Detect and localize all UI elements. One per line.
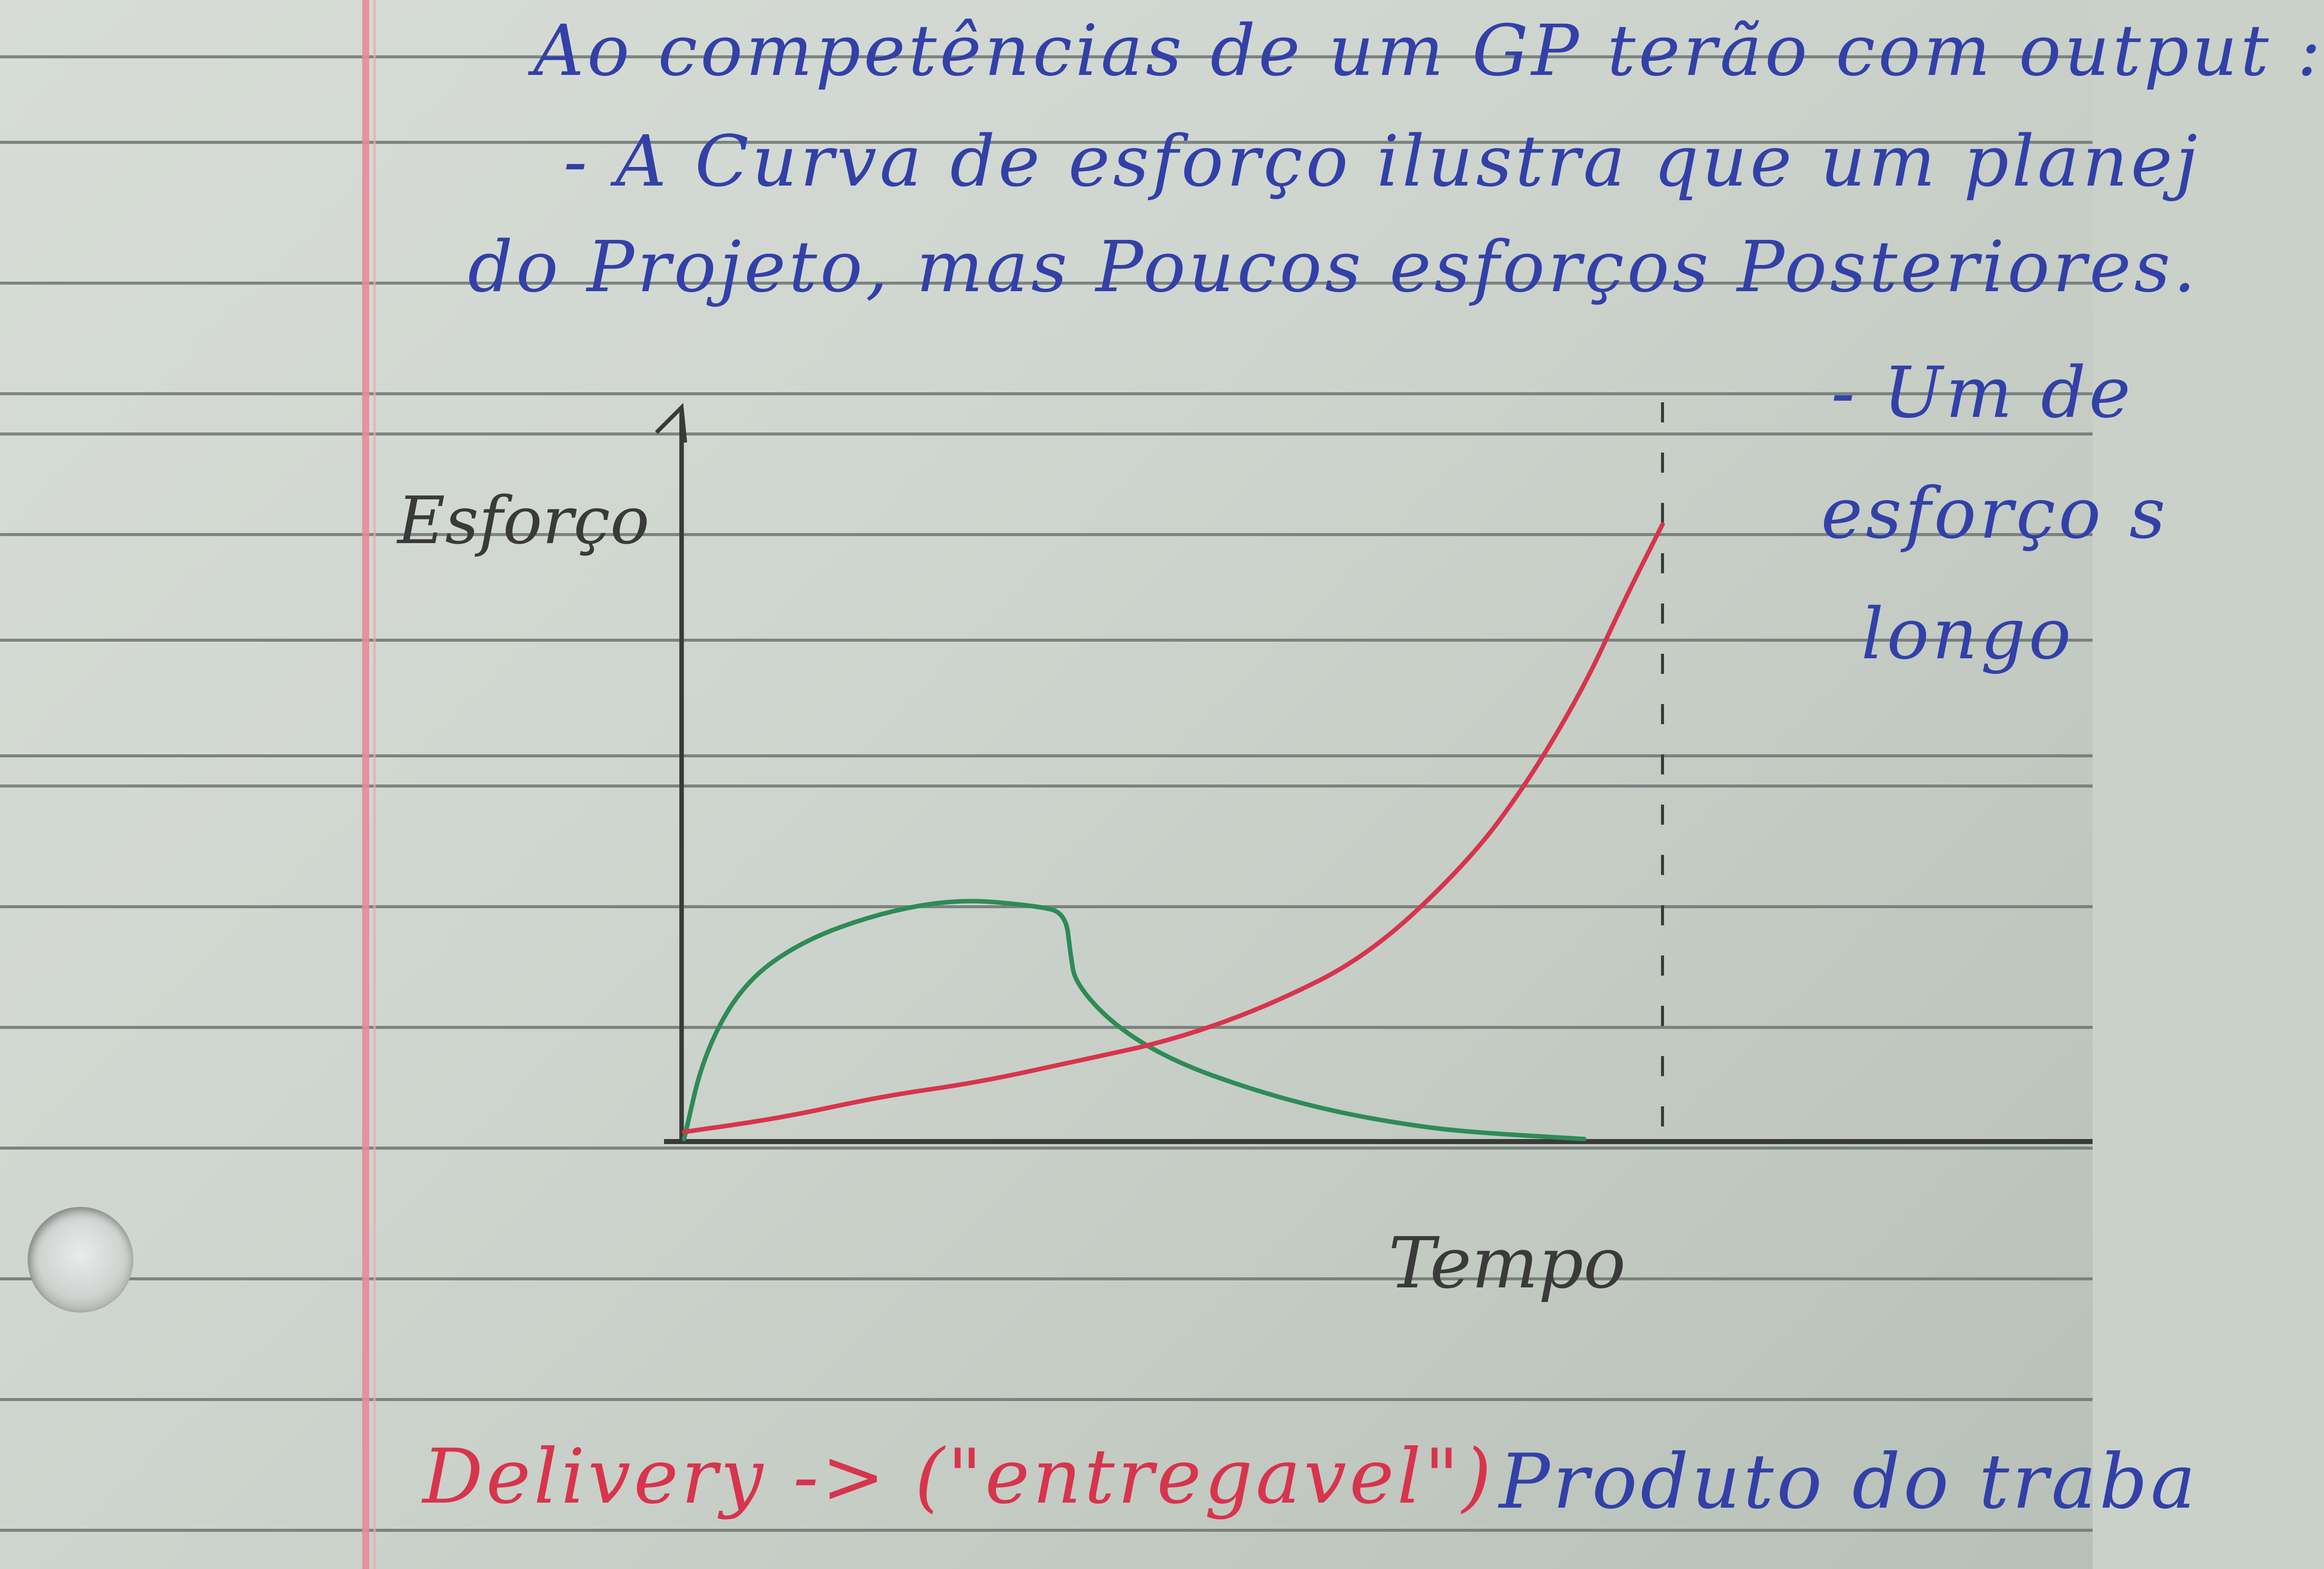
note-line-2: - A Curva de esforço ilustra que um planej bbox=[563, 121, 2201, 203]
y-axis-label: Esforço bbox=[397, 482, 650, 559]
green-curve bbox=[684, 901, 1584, 1139]
side-note-1: - Um de bbox=[1831, 352, 2134, 434]
x-axis-label: Tempo bbox=[1388, 1223, 1626, 1304]
side-note-2: esforço s bbox=[1821, 473, 2169, 555]
note-line-3: do Projeto, mas Poucos esforços Posteriores. bbox=[468, 226, 2199, 308]
product-note: Produto do traba bbox=[1499, 1438, 2199, 1526]
red-curve bbox=[684, 525, 1663, 1132]
note-line-1: Ao competências de um GP terão com output : bbox=[533, 10, 2324, 92]
delivery-note: Delivery -> ("entregavel") bbox=[423, 1433, 1495, 1521]
side-note-3: longo bbox=[1861, 593, 2074, 675]
